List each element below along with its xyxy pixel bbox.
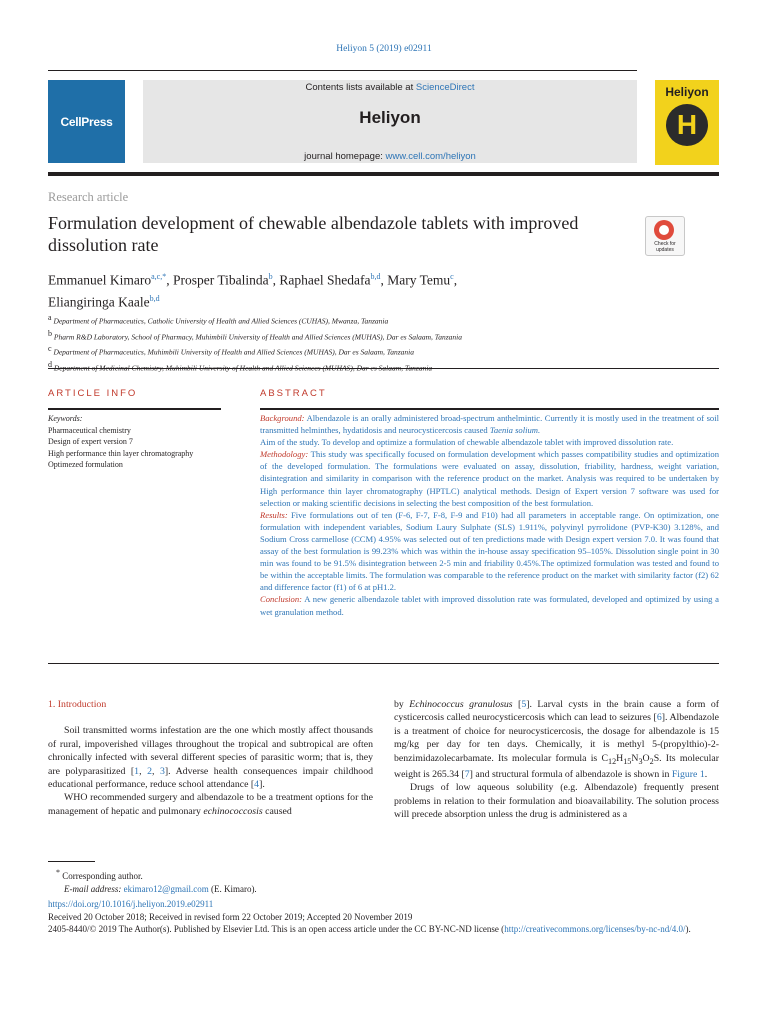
journal-title: Heliyon (359, 108, 421, 127)
affiliation-item: $^b$ Pharm R&D Laboratory, School of Pharmacy, Muhimbili University of Health and Allied Sciences (MUHAS), Dar es Salaam, Tanzania (48, 328, 462, 341)
journal-cover-image[interactable] (655, 80, 719, 165)
cover-title: Heliyon (665, 85, 709, 99)
author-name: Raphael Shedafa (279, 272, 371, 288)
article-type: Research article (48, 190, 129, 204)
author-name: Mary Temu (387, 272, 451, 288)
section-heading-introduction: 1. Introduction (48, 699, 107, 710)
homepage-link[interactable]: www.cell.com/heliyon (385, 151, 476, 162)
abstract-background: Background: Albendazole is an orally administered broad-spectrum anthelmintic. Currently it is mostly used in the treatment of soil transmitted helminthes, hydatidosis and neurocysticercosis caused Taenia solium. (260, 413, 719, 436)
abstract-body (260, 412, 719, 618)
homepage-prefix: journal homepage: (304, 151, 383, 162)
abstract-methodology: Methodology: This study was specifically focused on formulation development which passes compatibility studies and optimization of the developed formulation. The formulations were evaluated on assay, dissolution, friability, hardness, weight variation, disintegration and similarity in comparison with the reference product on the market. Analysis was required to be undertaken by High performance thin layer chromatography (HPTLC) analytical methods. Design of Expert version 7 software was used for selection or making scientific decisions in selecting the best composition of the best formulation. (260, 449, 719, 508)
body-column-right (394, 698, 719, 822)
body-paragraph: Soil transmitted worms infestation are the one which mostly affect thousands of rural, impoverished villages throughout the tropical and subtropical are often chronically infected with several different species of parasitic worm; that is, they are polyparasitized [1, 2, 3]. Adverse health consequences impair childhood educational performance, reduce school attendance [4]. (48, 725, 373, 791)
abstract-aim: Aim of the study. To develop and optimize a formulation of chewable albendazole tablet with improved dissolution rate. (260, 437, 674, 448)
affiliation-list (48, 312, 728, 374)
keyword-item: High performance thin layer chromatography (48, 448, 194, 458)
email-link[interactable]: ekimaro12@gmail.com (123, 884, 209, 894)
author-affil-sup[interactable]: b,d (370, 272, 381, 281)
citation-link[interactable]: 1 (134, 765, 140, 777)
homepage-line (143, 151, 637, 162)
cellpress-logo[interactable]: CellPress (48, 80, 125, 163)
affiliation-item: $^c$ Department of Pharmaceutics, Muhimbili University of Health and Allied Sciences (MUHAS), Dar es Salaam, Tanzania (48, 344, 415, 357)
footnote-rule (48, 861, 95, 862)
author-affil-sup[interactable]: b,d (149, 293, 160, 303)
journal-citation[interactable]: Heliyon 5 (2019) e02911 (336, 44, 432, 54)
abstract-results: Results: Five formulations out of ten (F-6, F-7, F-8, F-9 and F10) had all parameters in acceptable range. On optimization, one formulation with independent variables, Sodium Laury Sulphate (SLS) 1.911%, polyvinyl pyrrolidone (PVP-K30) 3.128%, and Sodium Cross carmellose (CCM) 4.95% was selected out of ten predictions made with Design expert version 7.0. It was found that assay of the best formulation is 99.23% which was within the in-house assay specification 95–105%. Dissolution single point in 30 min was found to be 91.5% disintegration between 2-5 min and friability 0.45%.The optimized formulation was tested and found to be within the acceptable limits. The formulation was comparable to the reference product on the market with similarity factor (f2) 62 and difference factor (f1) of 6 at pH1.2. (260, 509, 719, 593)
article-info-rule (48, 408, 221, 410)
section-divider (48, 368, 719, 369)
figure-link[interactable]: Figure 1 (671, 768, 705, 780)
article-title: Formulation development of chewable albendazole tablets with improved dissolution rate (48, 213, 579, 255)
citation-link[interactable]: 5 (521, 699, 527, 710)
article-footer (48, 898, 719, 936)
citation-link[interactable]: 6 (656, 712, 662, 724)
bookmark-icon (654, 220, 674, 240)
contents-prefix: Contents lists available at (305, 82, 414, 93)
author-affil-sup[interactable]: c (450, 272, 454, 281)
body-paragraph: WHO recommended surgery and albendazole to be a treatment options for the management of hepatic and pulmonary echinococcosis caused (48, 792, 373, 817)
keyword-item: Design of expert version 7 (48, 437, 133, 446)
affiliation-item: d (48, 359, 52, 369)
masthead-rule (48, 172, 719, 176)
citation-link[interactable]: 7 (464, 768, 470, 780)
sciencedirect-link[interactable]: ScienceDirect (415, 82, 475, 93)
author-name: Prosper Tibalinda (172, 272, 269, 288)
citation-link[interactable]: 3 (159, 765, 165, 777)
abstract-conclusion: Conclusion: A new generic albendazole tablet with improved dissolution rate was formulated, developed and optimized by using a wet granulation method. (260, 594, 719, 617)
body-column-left (48, 698, 373, 818)
journal-masthead (143, 80, 637, 163)
doi-link[interactable]: https://doi.org/10.1016/j.heliyon.2019.e02911 (48, 899, 214, 909)
author-affil-sup[interactable]: b (268, 272, 273, 281)
author-list: Emmanuel Kimaro$^{a,c,*}$, Prosper Tibalinda$^b$, Raphael Shedafa$^{b,d}$, Mary Temu$^c$, Eliangiringa Kaale$^{b,d}$ (48, 272, 458, 309)
article-info-heading: ARTICLE INFO (48, 388, 138, 399)
author-name: Eliangiringa Kaale (48, 294, 150, 309)
check-updates-label: Check for updates (654, 241, 676, 253)
keyword-item: Pharmaceutical chemistry (48, 425, 131, 435)
header-rule (48, 70, 637, 71)
contents-line (143, 82, 637, 93)
keyword-item: Optimezed formulation (48, 460, 123, 469)
footnote (48, 866, 719, 896)
abstract-rule (260, 408, 719, 410)
author-name: Emmanuel Kimaro (48, 272, 152, 288)
author-affil-sup[interactable]: a,c,* (151, 272, 167, 281)
keywords-label: Keywords: (48, 414, 83, 423)
email-note: E-mail address: ekimaro12@gmail.com (E. Kimaro). (64, 884, 257, 894)
abstract-end-rule (48, 663, 719, 664)
check-for-updates-button[interactable] (645, 216, 685, 256)
license-link[interactable]: http://creativecommons.org/licenses/by-nc-nd/4.0/ (504, 924, 686, 934)
body-paragraph: Drugs of low aqueous solubility (e.g. Albendazole) frequently present problems in relation to their formulation and bioavailability. The solution process will precede absorption unless the drug is administered as a (394, 782, 719, 821)
corresponding-author-note: * Corresponding author. (56, 868, 143, 881)
citation-link[interactable]: 2 (147, 765, 152, 777)
cover-logo-icon: H (666, 104, 708, 146)
body-paragraph: by Echinococcus granulosus [5]. Larval cysts in the brain cause a form of cysticercosis called neurocysticercosis which can lead to seizures [6]. Albendazole is a treatment of choice for neurocysticercosis, the dosage for albendazole is 15 mg/kg per day for ten days. Chemically, it is methyl 5-(propylthio)-2-benzimidazolecarbamate. Its molecular formula is $C_{12}H_{15}N_3O_2S$. Its molecular weight is 265.34 [7] and structural formula of albendazole is shown in Figure 1. (394, 699, 719, 780)
license-statement: 2405-8440/© 2019 The Author(s). Published by Elsevier Ltd. This is an open access article under the CC BY-NC-ND license (http://creativecommons.org/licenses/by-nc-nd/4.0/). (48, 924, 691, 934)
citation-link[interactable]: 4 (254, 779, 260, 791)
received-dates: Received 20 October 2018; Received in revised form 22 October 2019; Accepted 20 November 2019 (48, 911, 413, 922)
affiliation-item: $^a$ Department of Pharmaceutics, Catholic University of Health and Allied Sciences (CUHAS), Mwanza, Tanzania (48, 313, 389, 326)
keywords-block (48, 413, 238, 471)
abstract-heading: ABSTRACT (260, 388, 327, 399)
